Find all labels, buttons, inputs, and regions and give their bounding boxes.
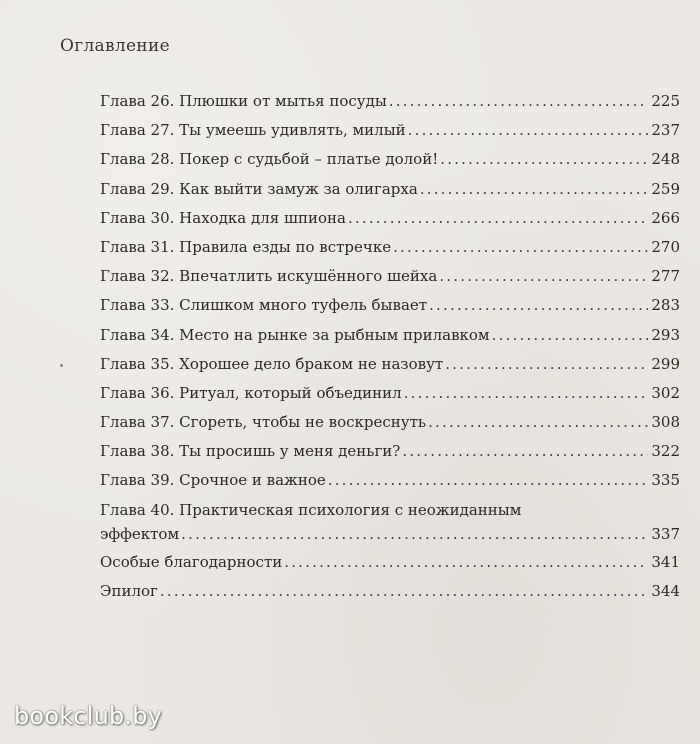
toc-entry-page: 266 [651, 208, 680, 227]
toc-entry-page: 283 [651, 296, 680, 315]
toc-entry-chapter-27 [100, 118, 680, 147]
toc-entry-title: Глава 31. Правила езды по встречке [100, 237, 392, 256]
toc-entry-page: 248 [651, 150, 680, 169]
toc-entry-title: Глава 29. Как выйти замуж за олигарха [100, 179, 418, 198]
toc-entry-chapter-33 [100, 293, 680, 322]
toc-entry-chapter-29 [100, 177, 680, 206]
dot-leader [160, 579, 648, 603]
toc-entry-chapter-39 [100, 468, 680, 497]
paper-speck [60, 364, 63, 367]
dot-leader [428, 410, 648, 434]
toc-entry-page: 322 [651, 442, 680, 461]
toc-entry-chapter-31 [100, 235, 680, 264]
dot-leader [440, 147, 648, 171]
toc-entry-title: Глава 33. Слишком много туфель бывает [100, 296, 428, 315]
toc-entry-title: Глава 30. Находка для шпиона [100, 208, 346, 227]
toc-entry-page: 225 [651, 92, 680, 110]
toc-entry-chapter-35 [100, 352, 680, 381]
toc-entry-title: Глава 36. Ритуал, который объединил [100, 383, 402, 402]
toc-entry-acknowledgements [100, 550, 680, 579]
toc-entry-page: 344 [651, 582, 680, 601]
dot-leader [181, 522, 648, 546]
toc-entry-page: 277 [651, 267, 680, 286]
toc-entry-title: Эпилог [100, 582, 158, 601]
toc-entry-epilogue [100, 579, 680, 608]
toc-entry-title: Глава 26. Плюшки от мытья посуды [100, 92, 387, 110]
toc-entry-title: Глава 28. Покер с судьбой – платье долой! [100, 150, 439, 169]
toc-entry-title: Глава 27. Ты умеешь удивлять, милый [100, 121, 406, 140]
dot-leader [393, 235, 648, 259]
section-title: Оглавление [60, 36, 170, 56]
toc-entry-page: 237 [651, 121, 680, 140]
toc-entry-page: 341 [651, 553, 680, 572]
toc-entry-title: Глава 32. Впечатлить искушённого шейха [100, 267, 438, 286]
toc-entry-title: Глава 35. Хорошее дело браком не назовут [100, 354, 444, 373]
dot-leader [420, 177, 649, 201]
toc-entry-page: 335 [651, 471, 680, 490]
toc-entry-page: 337 [651, 524, 680, 543]
toc-entry-title-line1: Глава 40. Практическая психология с неожиданным [100, 500, 522, 519]
toc-entry-title: Глава 39. Срочное и важное [100, 471, 326, 490]
toc-entry-chapter-26 [100, 89, 680, 118]
dot-leader [284, 550, 648, 574]
toc-entry-page: 259 [651, 179, 680, 198]
toc-entry-page: 299 [651, 354, 680, 373]
dot-leader [445, 352, 648, 376]
toc-entry-chapter-38 [100, 439, 680, 468]
toc-entry-title-line2: эффектом [100, 524, 180, 543]
toc-entry-page: 270 [651, 237, 680, 256]
toc-entry-chapter-28 [100, 147, 680, 176]
toc-entry-chapter-40 [100, 498, 680, 550]
dot-leader [389, 89, 649, 113]
toc-entry-page: 302 [651, 383, 680, 402]
toc-entry-title: Глава 38. Ты просишь у меня деньги? [100, 442, 401, 461]
toc-entry-chapter-34 [100, 323, 680, 352]
toc-entry-chapter-30 [100, 206, 680, 235]
toc-entry-title: Глава 37. Сгореть, чтобы не воскреснуть [100, 413, 427, 432]
toc-entry-page: 308 [651, 413, 680, 432]
toc-entry-chapter-32 [100, 264, 680, 293]
toc-entry-chapter-36 [100, 381, 680, 410]
dot-leader [492, 323, 649, 347]
toc-entry-title: Глава 34. Место на рынке за рыбным прилавком [100, 325, 490, 344]
dot-leader [408, 118, 649, 142]
toc-entry-page: 293 [651, 325, 680, 344]
dot-leader [404, 381, 649, 405]
watermark: bookclub.by [14, 702, 163, 730]
dot-leader [429, 293, 648, 317]
table-of-contents [100, 89, 680, 608]
dot-leader [328, 468, 649, 492]
dot-leader [439, 264, 648, 288]
dot-leader [402, 439, 648, 463]
dot-leader [348, 206, 648, 230]
toc-entry-title: Особые благодарности [100, 553, 283, 572]
toc-entry-chapter-37 [100, 410, 680, 439]
